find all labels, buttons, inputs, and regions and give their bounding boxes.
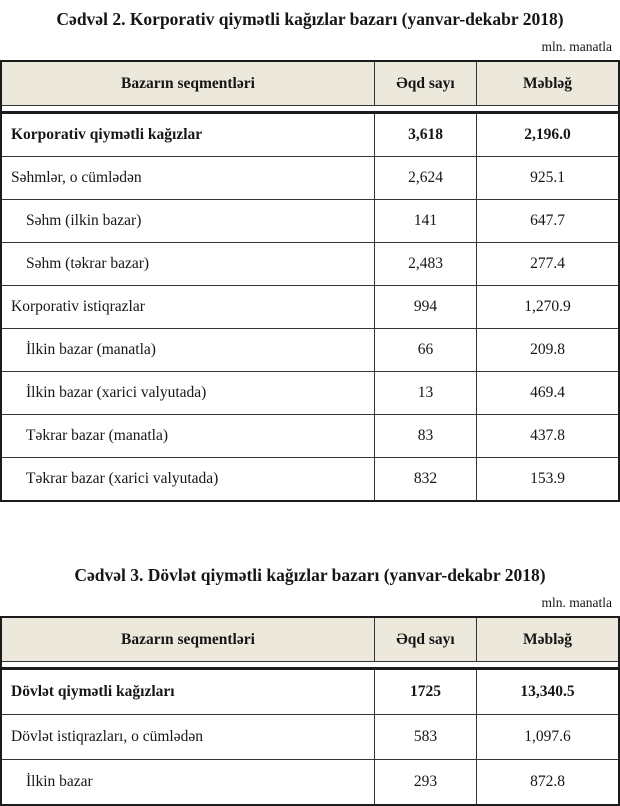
unit-note: mln. manatla [541,595,612,610]
segment-label-cell: İlkin bazar [2,760,375,804]
table-body [2,114,618,500]
col-header-segments: Bazarın seqmentləri [2,618,375,661]
amount-cell: 647.7 [477,200,618,242]
col-header-amount: Məbləğ [522,630,573,648]
segment-label-cell: Korporativ istiqrazlar [2,286,375,328]
table-row [2,415,618,458]
amount-cell: 209.8 [477,329,618,371]
table-row [2,157,618,200]
table-row [2,243,618,286]
amount-cell: 925.1 [477,157,618,199]
deal-count-cell: 994 [375,286,477,328]
table-row [2,114,618,157]
table-header-row [2,618,618,662]
segment-label-cell: Təkrar bazar (xarici valyutada) [2,458,375,500]
col-header-deal-count: Əqd sayı [375,618,477,661]
segment-label-cell: Səhm (təkrar bazar) [2,243,375,285]
deal-count-cell: 2,483 [375,243,477,285]
segment-label-cell: Dövlət qiymətli kağızları [2,670,375,714]
table-header-row [2,62,618,106]
col-header-deal-count: Əqd sayı [375,62,477,105]
col-header-amount: Məbləğ [522,74,573,92]
table-row [2,200,618,243]
segment-label-cell: Səhm (ilkin bazar) [2,200,375,242]
deal-count-cell: 1725 [375,670,477,714]
segment-label-cell: Dövlət istiqrazları, o cümlədən [2,715,375,759]
amount-cell: 13,340.5 [477,670,618,714]
table-title: Cədvəl 3. Dövlət qiymətli kağızlar bazarı (yanvar-dekabr 2018) [74,565,546,585]
table-title: Cədvəl 2. Korporativ qiymətli kağızlar bazarı (yanvar-dekabr 2018) [56,9,564,29]
segment-label-cell: İlkin bazar (xarici valyutada) [2,372,375,414]
table-row [2,760,618,804]
deal-count-cell: 66 [375,329,477,371]
amount-cell: 277.4 [477,243,618,285]
section-corporate-securities [0,8,620,502]
amount-cell: 1,270.9 [477,286,618,328]
corporate-securities-table [0,60,620,502]
deal-count-cell: 141 [375,200,477,242]
amount-cell: 872.8 [477,760,618,804]
deal-count-cell: 583 [375,715,477,759]
segment-label-cell: İlkin bazar (manatla) [2,329,375,371]
table-row [2,286,618,329]
segment-label-cell: Korporativ qiymətli kağızlar [2,114,375,156]
header-divider [2,662,618,670]
amount-cell: 2,196.0 [477,114,618,156]
header-divider [2,106,618,114]
amount-cell: 469.4 [477,372,618,414]
segment-label-cell: Səhmlər, o cümlədən [2,157,375,199]
table-row [2,670,618,715]
deal-count-cell: 293 [375,760,477,804]
table-row [2,372,618,415]
section-government-securities [0,564,620,806]
col-header-segments: Bazarın seqmentləri [2,62,375,105]
amount-cell: 153.9 [477,458,618,500]
segment-label-cell: Təkrar bazar (manatla) [2,415,375,457]
unit-note: mln. manatla [541,39,612,54]
deal-count-cell: 832 [375,458,477,500]
table-row [2,458,618,500]
table-row [2,715,618,760]
deal-count-cell: 3,618 [375,114,477,156]
table-row [2,329,618,372]
table-body [2,670,618,804]
deal-count-cell: 83 [375,415,477,457]
deal-count-cell: 2,624 [375,157,477,199]
amount-cell: 437.8 [477,415,618,457]
amount-cell: 1,097.6 [477,715,618,759]
deal-count-cell: 13 [375,372,477,414]
document-page [0,8,620,804]
government-securities-table [0,616,620,806]
